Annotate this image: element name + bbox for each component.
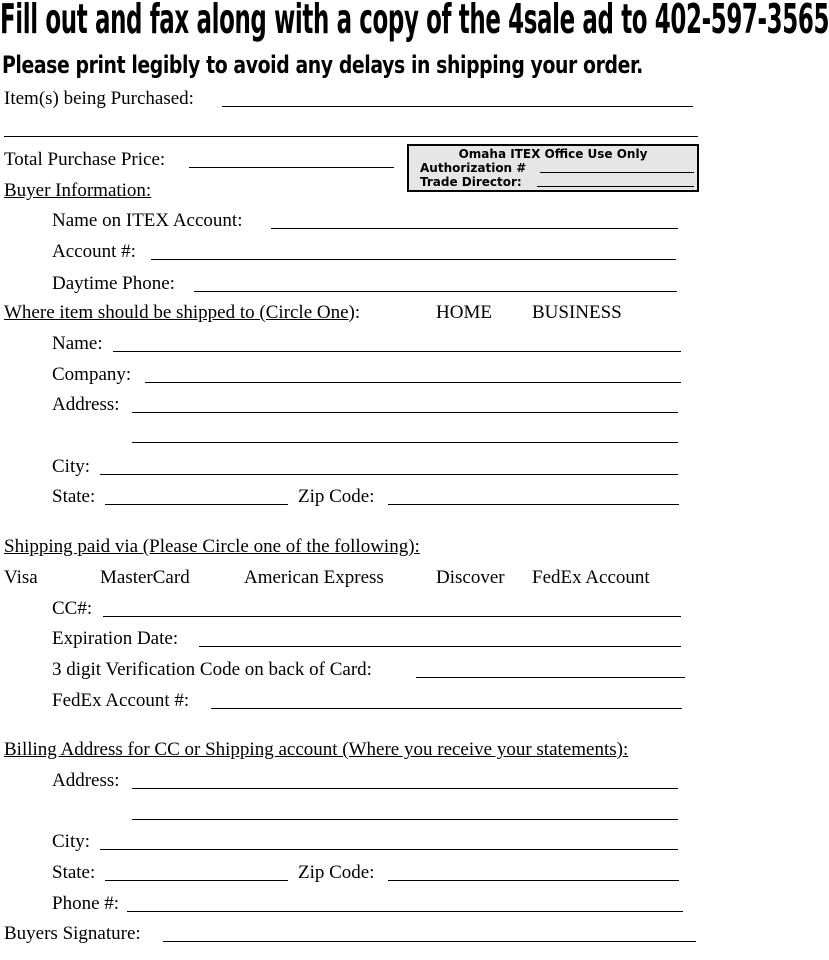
ship-to-heading-text: Where item should be shipped to (Circle One bbox=[4, 302, 349, 323]
daytime-phone-label: Daytime Phone: bbox=[52, 273, 175, 294]
account-number-field[interactable] bbox=[151, 259, 676, 260]
ship-zip-field[interactable] bbox=[388, 504, 679, 505]
cc-number-label: CC#: bbox=[52, 598, 93, 619]
ship-address-field-2[interactable] bbox=[132, 442, 678, 443]
itex-name-label: Name on ITEX Account: bbox=[52, 210, 243, 231]
office-use-box bbox=[407, 144, 699, 192]
total-price-label: Total Purchase Price: bbox=[4, 149, 166, 170]
ship-city-label: City: bbox=[52, 456, 91, 477]
ship-state-field[interactable] bbox=[105, 504, 288, 505]
ship-to-heading bbox=[4, 302, 360, 324]
ship-name-label: Name: bbox=[52, 333, 103, 354]
billing-zip-label: Zip Code: bbox=[298, 862, 375, 883]
payment-option-amex[interactable]: American Express bbox=[244, 567, 384, 588]
payment-option-fedex[interactable]: FedEx Account bbox=[532, 567, 650, 588]
ship-company-label: Company: bbox=[52, 364, 132, 385]
verification-code-field[interactable] bbox=[416, 677, 685, 678]
daytime-phone-field[interactable] bbox=[194, 291, 677, 292]
authorization-field[interactable] bbox=[540, 172, 694, 173]
cc-number-field[interactable] bbox=[103, 616, 681, 617]
billing-state-field[interactable] bbox=[105, 880, 288, 881]
authorization-label: Authorization # bbox=[420, 161, 527, 175]
payment-option-visa[interactable]: Visa bbox=[4, 567, 38, 588]
billing-address-field-2[interactable] bbox=[132, 819, 678, 820]
signature-label: Buyers Signature: bbox=[4, 923, 141, 944]
billing-state-label: State: bbox=[52, 862, 96, 883]
ship-option-home[interactable]: HOME bbox=[436, 302, 492, 323]
items-label: Item(s) being Purchased: bbox=[4, 88, 194, 109]
buyer-info-heading: Buyer Information: bbox=[4, 180, 152, 201]
billing-phone-field[interactable] bbox=[127, 911, 683, 912]
ship-state-label: State: bbox=[52, 486, 96, 507]
itex-name-field[interactable] bbox=[271, 228, 678, 229]
trade-director-label: Trade Director: bbox=[420, 175, 522, 189]
ship-company-field[interactable] bbox=[145, 382, 681, 383]
billing-phone-label: Phone #: bbox=[52, 893, 120, 914]
fax-instruction-heading: Fill out and fax along with a copy of the 4sale ad to 402-597-3565 bbox=[0, 0, 829, 44]
print-legibly-heading: Please print legibly to avoid any delays in shipping your order. bbox=[2, 52, 643, 80]
total-price-field[interactable] bbox=[189, 167, 394, 168]
billing-address-field[interactable] bbox=[132, 788, 678, 789]
billing-zip-field[interactable] bbox=[388, 880, 679, 881]
trade-director-field[interactable] bbox=[537, 186, 694, 187]
expiration-field[interactable] bbox=[199, 646, 681, 647]
payment-option-mastercard[interactable]: MasterCard bbox=[100, 567, 190, 588]
ship-to-heading-tail: ): bbox=[348, 302, 361, 323]
signature-field[interactable] bbox=[163, 941, 696, 942]
fedex-account-field[interactable] bbox=[211, 708, 682, 709]
account-number-label: Account #: bbox=[52, 241, 136, 262]
billing-city-label: City: bbox=[52, 831, 91, 852]
verification-code-label: 3 digit Verification Code on back of Card: bbox=[52, 659, 372, 680]
ship-address-field[interactable] bbox=[132, 412, 678, 413]
expiration-label: Expiration Date: bbox=[52, 628, 179, 649]
payment-option-discover[interactable]: Discover bbox=[436, 567, 505, 588]
ship-option-business[interactable]: BUSINESS bbox=[532, 302, 622, 323]
billing-heading: Billing Address for CC or Shipping account (Where you receive your statements): bbox=[4, 739, 629, 760]
ship-name-field[interactable] bbox=[113, 351, 681, 352]
ship-zip-label: Zip Code: bbox=[298, 486, 375, 507]
billing-address-label: Address: bbox=[52, 770, 120, 791]
office-use-title: Omaha ITEX Office Use Only bbox=[458, 147, 648, 161]
ship-address-label: Address: bbox=[52, 394, 120, 415]
payment-heading: Shipping paid via (Please Circle one of the following): bbox=[4, 536, 420, 557]
items-field-line-2[interactable] bbox=[4, 136, 698, 137]
billing-city-field[interactable] bbox=[100, 849, 678, 850]
items-field[interactable] bbox=[222, 106, 693, 107]
ship-city-field[interactable] bbox=[100, 474, 678, 475]
fedex-account-label: FedEx Account #: bbox=[52, 690, 190, 711]
